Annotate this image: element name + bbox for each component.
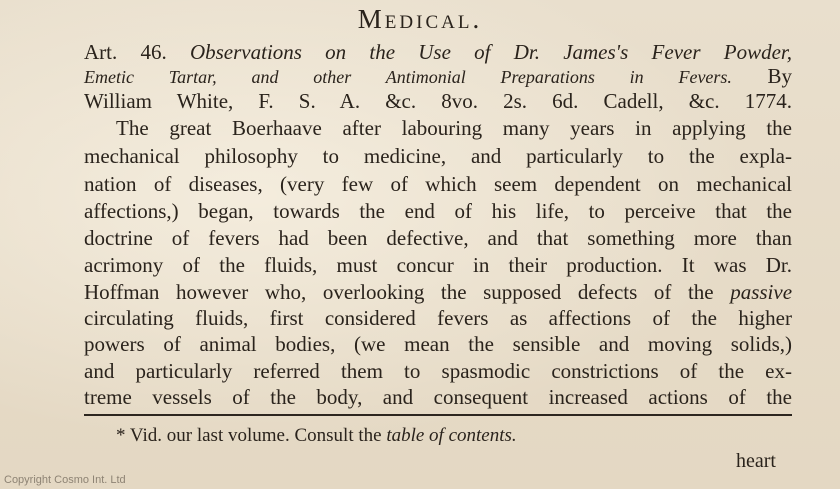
- catchword: heart: [736, 450, 776, 472]
- italic-word-passive: passive: [730, 280, 793, 304]
- footnote-italic: table of contents.: [386, 425, 517, 446]
- body-line: The great Boerhaave after labouring many years in applying the: [116, 116, 792, 140]
- body-line-text: Hoffman however who, overlooking the supposed defects of the: [84, 280, 714, 304]
- body-line: acrimony of the fluids, must concur in their production. It was Dr.: [84, 253, 792, 277]
- body-line: affections,) began, towards the end of his life, to perceive that the: [84, 199, 792, 223]
- article-number: Art. 46.: [84, 40, 167, 64]
- copyright-watermark: Copyright Cosmo Int. Ltd: [4, 474, 126, 486]
- body-line: doctrine of fevers had been defective, and that something more than: [84, 226, 792, 250]
- footnote-rule: [84, 414, 792, 416]
- body-line: treme vessels of the body, and consequent increased actions of the: [84, 385, 792, 409]
- article-by: By: [767, 64, 793, 88]
- article-title-line-2: [84, 64, 792, 89]
- article-title-part-1: Observations on the Use of Dr. James's Fever Powder,: [189, 40, 792, 64]
- body-line: mechanical philosophy to medicine, and particularly to the expla-: [84, 144, 792, 168]
- body-line: nation of diseases, (very few of which seem dependent on mechanical: [84, 172, 792, 196]
- article-title-line-1: [84, 40, 792, 64]
- section-heading: Medical.: [357, 4, 483, 34]
- article-title-part-2: Emetic Tartar, and other Antimonial Preparations in Fevers.: [84, 67, 732, 87]
- body-line: powers of animal bodies, (we mean the sensible and moving solids,): [84, 332, 792, 356]
- body-line: and particularly referred them to spasmodic constrictions of the ex-: [84, 359, 792, 383]
- footnote-text: * Vid. our last volume. Consult the: [116, 425, 382, 446]
- footnote: [116, 424, 736, 448]
- article-imprint: William White, F. S. A. &c. 8vo. 2s. 6d. Cadell, &c. 1774.: [84, 89, 792, 113]
- body-line: circulating fluids, first considered fevers as affections of the higher: [84, 306, 792, 330]
- body-line-with-italic: [84, 280, 792, 304]
